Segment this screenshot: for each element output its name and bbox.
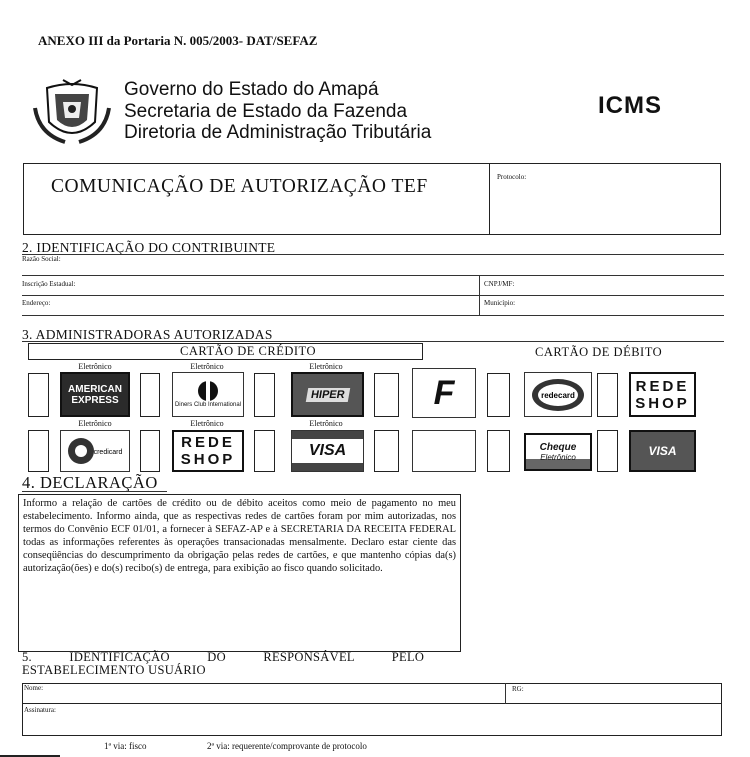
nome-field[interactable]: [22, 683, 722, 704]
cheque-eletronico-logo: Cheque Eletrônico: [524, 433, 592, 471]
section-5-title: [22, 651, 430, 677]
section-5-title-line2: ESTABELECIMENTO USUÁRIO: [22, 663, 206, 677]
assinatura-field[interactable]: [22, 704, 722, 736]
checkbox-redeshop-debit[interactable]: [597, 373, 618, 417]
visa-logo: VISA: [291, 430, 364, 472]
visa-electron-logo: VISA: [629, 430, 696, 472]
redecard-icon: [530, 377, 586, 413]
protocol-label: Protocolo:: [497, 173, 527, 181]
empty-logo-slot: [412, 430, 476, 472]
redeshop-debit-logo: REDE SHOP: [629, 372, 696, 417]
annex-title: ANEXO III da Portaria N. 005/2003- DAT/SEFAZ: [38, 33, 318, 48]
redeshop-eletronico-caption: Eletrônico: [190, 419, 224, 428]
checkbox-diners[interactable]: [140, 373, 160, 417]
razao-social-label: Razão Social:: [22, 255, 61, 263]
amex-logo: AMERICAN EXPRESS: [60, 372, 130, 417]
checkbox-redecard[interactable]: [487, 373, 510, 417]
section-3-title: 3. ADMINISTRADORAS AUTORIZADAS: [22, 327, 273, 342]
checkbox-empty[interactable]: [374, 430, 399, 472]
debit-card-header: CARTÃO DE DÉBITO: [535, 345, 663, 359]
municipio-label: Município:: [484, 299, 516, 307]
fininvest-logo: F: [412, 368, 476, 418]
rg-label: RG:: [512, 685, 524, 693]
checkbox-credicard[interactable]: [28, 430, 49, 472]
coat-of-arms-icon: [33, 78, 111, 148]
checkbox-cheque-eletronico[interactable]: [487, 430, 510, 472]
government-name: Governo do Estado do Amapá: [124, 79, 379, 100]
checkbox-redeshop-credit[interactable]: [140, 430, 160, 472]
cnpj-label: CNPJ/MF:: [484, 280, 515, 288]
inscricao-estadual-label: Inscrição Estadual:: [22, 280, 76, 288]
credit-card-header: CARTÃO DE CRÉDITO: [180, 344, 316, 358]
footer-via-2: 2ª via: requerente/comprovante de protocolo: [207, 741, 367, 751]
form-title: COMUNICAÇÃO DE AUTORIZAÇÃO TEF: [51, 176, 428, 197]
svg-text:redecard: redecard: [541, 390, 575, 400]
credicard-icon: [64, 434, 126, 468]
form-title-box: [23, 163, 489, 235]
redecard-debit-logo: [524, 372, 592, 417]
checkbox-amex[interactable]: [28, 373, 49, 417]
redeshop-credit-logo: REDE SHOP: [172, 430, 244, 472]
credicard-eletronico-caption: Eletrônico: [78, 419, 112, 428]
checkbox-hiper[interactable]: [254, 373, 275, 417]
credicard-logo: [60, 430, 130, 472]
nome-label: Nome:: [24, 684, 44, 692]
checkbox-fininvest[interactable]: [374, 373, 399, 417]
diners-eletronico-caption: Eletrônico: [190, 362, 224, 371]
diners-logo: Diners Club International: [172, 372, 244, 417]
section-2-title: 2. IDENTIFICAÇÃO DO CONTRIBUINTE: [22, 240, 276, 255]
amex-eletronico-caption: Eletrônico: [78, 362, 112, 371]
government-heading: [124, 79, 431, 144]
assinatura-label: Assinatura:: [24, 706, 56, 714]
hiper-eletronico-caption: Eletrônico: [309, 362, 343, 371]
svg-text:credicard: credicard: [93, 449, 123, 456]
hipercard-logo: HIPER: [291, 372, 364, 417]
visa-eletronico-caption: Eletrônico: [309, 419, 343, 428]
section-5-title-line1: 5. IDENTIFICAÇÃO DO RESPONSÁVEL PELO: [22, 650, 425, 664]
diners-club-icon: [193, 380, 223, 402]
secretariat-name: Secretaria de Estado da Fazenda: [124, 100, 408, 122]
checkbox-visa-electron[interactable]: [597, 430, 618, 472]
section-4-title: 4. DECLARAÇÃO: [22, 473, 158, 492]
directorate-name: Diretoria de Administração Tributária: [124, 122, 432, 143]
footer-via-1: 1ª via: fisco: [104, 741, 147, 751]
checkbox-visa[interactable]: [254, 430, 275, 472]
declaration-text: Informo a relação de cartões de crédito ou de débito aceitos como meio de pagamento no meu estabelecimento. Informo ainda, que as respectivas redes de cartões foram por mim autorizadas, nos termos do Convênio ECF 01/01, a fornecer à SEFAZ-AP e à SECRETARIA DA RECEITA FEDERAL todas as informações referentes às operações transacionadas mensalmente. Declaro estar ciente das conseqüências do descumprimento da obrigação pelas redes de cartões, e que mantenho cópias da(s) autorização(ões) e do(s) recibo(s) de entrega, para exibição ao fisco quando solicitado.: [18, 494, 461, 652]
tax-name: ICMS: [598, 92, 662, 119]
endereco-label: Endereço:: [22, 299, 51, 307]
